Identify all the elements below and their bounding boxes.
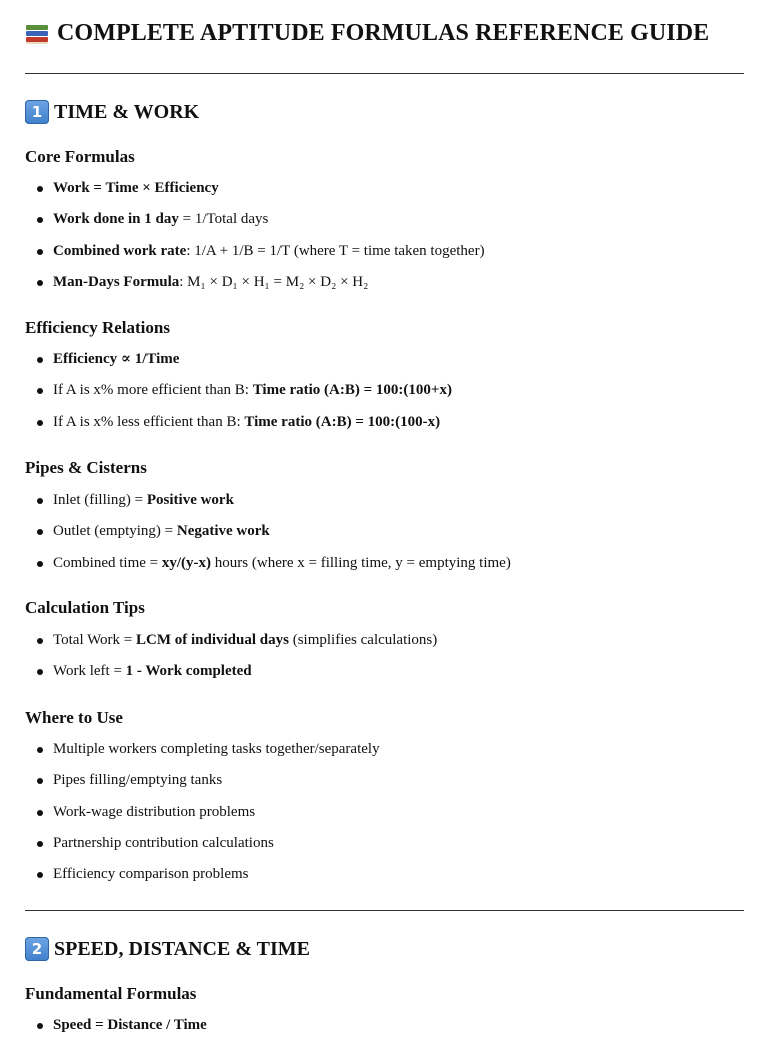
list-item: Work done in 1 day = 1/Total days [25,204,485,235]
section-title-text: TIME & WORK [54,100,200,123]
list-item: Total Work = LCM of individual days (simplifies calculations) [25,625,437,656]
list-item: Efficiency ∝ 1/Time [25,344,452,375]
page-title-text: COMPLETE APTITUDE FORMULAS REFERENCE GUIDE [57,20,710,46]
list-item: Partnership contribution calculations [25,828,380,859]
list-item: If A is x% less efficient than B: Time ratio (A:B) = 100:(100-x) [25,407,452,438]
keycap-two-icon: 2 [25,937,49,961]
list-item: Outlet (emptying) = Negative work [25,516,511,547]
divider [25,910,744,911]
page-title [25,20,709,47]
subsection-heading: Where to Use [25,708,123,727]
subsection-heading: Pipes & Cisterns [25,458,147,477]
list-item: Pipes filling/emptying tanks [25,765,380,796]
tips-list [25,625,437,688]
core-formulas-list [25,173,485,298]
list-item: Work = Time × Efficiency [25,173,485,204]
subsection-heading: Core Formulas [25,147,135,166]
divider [25,73,744,74]
section-title-text: SPEED, DISTANCE & TIME [54,937,310,960]
list-item: Inlet (filling) = Positive work [25,485,511,516]
section-title-time-work [25,100,199,124]
list-item: Multiple workers completing tasks together/separately [25,734,380,765]
subsection-heading: Fundamental Formulas [25,984,197,1003]
list-item: Work left = 1 - Work completed [25,656,437,687]
fundamental-formulas-list [25,1010,207,1041]
section-title-speed-distance-time [25,937,310,961]
list-item: Efficiency comparison problems [25,859,380,890]
keycap-one-icon: 1 [25,100,49,124]
subsection-heading: Efficiency Relations [25,318,170,337]
where-to-use-list [25,734,380,890]
list-item: Work-wage distribution problems [25,797,380,828]
pipes-list [25,485,511,579]
efficiency-list [25,344,452,438]
list-item: Speed = Distance / Time [25,1010,207,1041]
list-item: Combined work rate: 1/A + 1/B = 1/T (where T = time taken together) [25,236,485,267]
list-item: If A is x% more efficient than B: Time ratio (A:B) = 100:(100+x) [25,375,452,406]
subsection-heading: Calculation Tips [25,598,145,617]
list-item: Man-Days Formula: M₁ × D₁ × H₁ = M₂ × D₂ × H₂ [25,267,485,298]
list-item: Combined time = xy/(y-x) hours (where x = filling time, y = emptying time) [25,548,511,579]
books-icon [25,23,49,45]
